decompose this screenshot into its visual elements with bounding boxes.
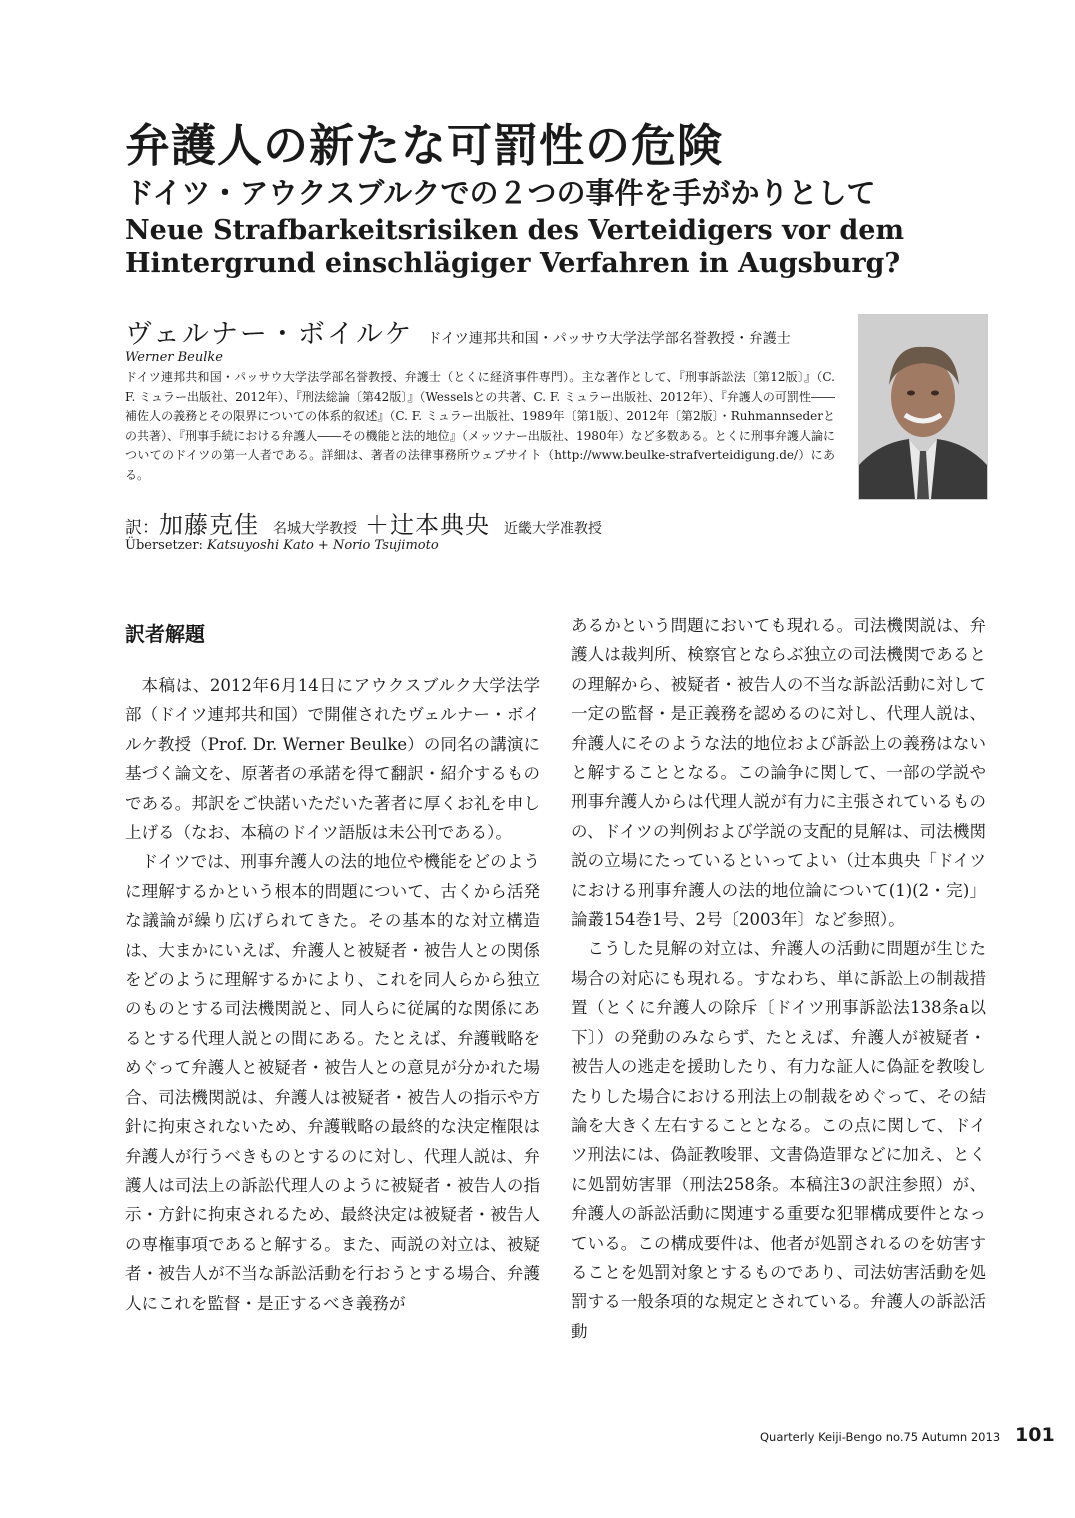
german-title-line-1: Neue Strafbarkeitsrisiken des Verteidigers vor dem (125, 215, 905, 246)
article-subtitle: ドイツ・アウクスブルクでの２つの事件を手がかりとして (125, 176, 876, 210)
body-column-left (125, 671, 540, 1318)
footer-journal: Quarterly Keiji-Bengo no.75 Autumn 2013 (760, 1430, 1001, 1444)
body-paragraph-2: ドイツでは、刑事弁護人の法的地位や機能をどのように理解するかという根本的問題について、古くから活発な議論が繰り広げられてきた。その基本的な対立構造は、大まかにいえば、弁護人と被疑者・被告人との関係をどのように理解するかにより、これを同人らから独立のものとする司法機関説と、同人らに従属的な関係にあるとする代理人説との間にある。たとえば、弁護戦略をめぐって弁護人と被疑者・被告人との意見が分かれた場合、司法機関説は、弁護人は被疑者・被告人の指示や方針に拘束されないため、弁護戦略の最終的な決定権限は弁護人が行うべきものとするのに対し、代理人説は、弁護人は司法上の訴訟代理人のように被疑者・被告人の指示・方針に拘束されるため、最終決定は被疑者・被告人の専権事項であると解する。また、両説の対立は、被疑者・被告人が不当な訴訟活動を行おうとする場合、弁護人にこれを監督・是正するべき義務が (125, 852, 540, 1313)
translator-affiliation-2: 近畿大学准教授 (504, 521, 602, 537)
translator-affiliation-1: 名城大学教授 (273, 521, 357, 537)
translator-row (125, 505, 610, 540)
body-paragraph-1: 本稿は、2012年6月14日にアウクスブルク大学法学部（ドイツ連邦共和国）で開催されたヴェルナー・ボイルケ教授（Prof. Dr. Werner Beulke）の同名の講演に基づく論文を、原著者の承諾を得て翻訳・紹介するものである。邦訳をご快諾いただいた著者に厚くお礼を申し上げる（なお、本稿のドイツ語版は未公刊である）。 (125, 676, 540, 843)
author-name-latin: Werner Beulke (125, 350, 223, 365)
body-paragraph-4: こうした見解の対立は、弁護人の活動に問題が生じた場合の対応にも現れる。すなわち、単に訴訟上の制裁措置（とくに弁護人の除斥〔ドイツ刑事訴訟法138条a以下〕）の発動のみならず、たとえば、弁護人が被疑者・被告人の逃走を援助したり、有力な証人に偽証を教唆したりした場合における刑法上の制裁をめぐって、その結論を大きく左右することとなる。この点に関して、ドイツ刑法には、偽証教唆罪、文書偽造罪などに加え、とくに処罰妨害罪（刑法258条。本稿注3の訳注参照）が、弁護人の訴訟活動に関連する重要な犯罪構成要件となっている。この構成要件は、他者が処罰されるのを妨害することを処罰対象とするものであり、司法妨害活動を処罰する一般条項的な規定とされている。弁護人の訴訟活動 (571, 939, 987, 1341)
author-row (125, 312, 791, 351)
body-paragraph-3: あるかという問題においても現れる。司法機関説は、弁護人は裁判所、検察官とならぶ独立の司法機関であるとの理解から、被疑者・被告人の不当な訴訟活動に対して一定の監督・是正義務を認めるのに対し、代理人説は、弁護人にそのような法的地位および訴訟上の義務はないと解することとなる。この論争に関して、一部の学説や刑事弁護人からは代理人説が有力に主張されているものの、ドイツの判例および学説の支配的見解は、司法機関説の立場にたっているといってよい（辻本典央「ドイツにおける刑事弁護人の法的地位論について(1)(2・完)」論叢154巻1号、2号〔2003年〕など参照）。 (571, 616, 986, 930)
author-name: ヴェルナー・ボイルケ (125, 319, 414, 350)
translator-name-1: 加藤克佳 (159, 511, 259, 539)
german-title-line-2: Hintergrund einschlägiger Verfahren in Augsburg? (125, 248, 901, 279)
body-column-right (571, 611, 986, 1346)
section-heading: 訳者解題 (125, 622, 205, 646)
translator-latin (125, 538, 439, 553)
author-photo (858, 314, 988, 500)
article-title: 弁護人の新たな可罰性の危険 (125, 119, 724, 172)
translator-name-2: 辻本典央 (390, 511, 490, 539)
translator-separator: ＋ (365, 511, 390, 539)
page-number: 101 (1015, 1424, 1055, 1446)
translator-latin-names: Katsuyoshi Kato + Norio Tsujimoto (207, 538, 439, 553)
author-bio (125, 368, 835, 485)
translator-label: 訳： (125, 518, 159, 538)
translator-latin-prefix: Übersetzer: (125, 538, 208, 553)
author-bio-text: ドイツ連邦共和国・パッサウ大学法学部名誉教授、弁護士（とくに経済事件専門）。主な著作として、『刑事訴訟法〔第12版〕』（C. F. ミュラー出版社、2012年）、『刑法総論〔第42版〕』（Wesselsとの共著、C. F. ミュラー出版社、2012年）、『弁護人の可罰性――補佐人の義務とその限界についての体系的叙述』（C. F. ミュラー出版社、1989年〔第1版〕、2012年〔第2版〕・Ruhmannsederとの共著）、『刑事手続における弁護人――その機能と法的地位』（メッツナー出版社、1980年）など多数ある。とくに刑事弁護人論についてのドイツの第一人者である。詳細は、著者の法律事務所ウェブサイト（http://www.beulke-strafverteidigung.de/）にある。 (125, 370, 835, 482)
author-affiliation: ドイツ連邦共和国・パッサウ大学法学部名誉教授・弁護士 (427, 331, 791, 347)
